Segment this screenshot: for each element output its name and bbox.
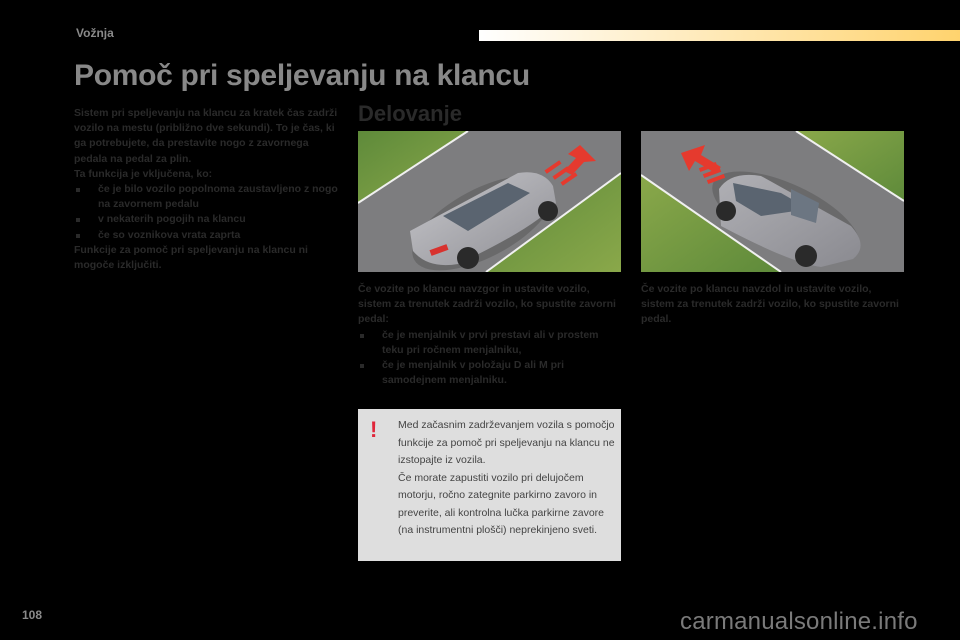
page-number: 108 (22, 608, 43, 622)
intro-note: Funkcije za pomoč pri speljevanju na klancu ni mogoče izključiti. (74, 243, 308, 272)
warning-line: Če morate zapustiti vozilo pri delujočem motorju, ročno zategnite parkirno zavoro in preverite, ali kontrolna lučka parkirne zavore (na instrumentni plošči) neprekinjeno sveti. (398, 471, 605, 536)
intro-paragraph: Sistem pri speljevanju na klancu za kratek čas zadrži vozilo na mestu (približno dve sekundi). To je čas, ki ga potrebujete, da prestavite nogo z zavornega pedala na pedal za plin. (74, 107, 338, 165)
section-label: Vožnja (76, 26, 114, 40)
exclamation-icon: ! (370, 417, 378, 442)
header-accent-bar (479, 30, 960, 41)
intro-column (74, 106, 340, 273)
list-item: če je menjalnik v položaju D ali M pri samodejnem menjalniku. (358, 358, 623, 388)
conditions-list (74, 182, 340, 243)
uphill-text: Če vozite po klancu navzgor in ustavite vozilo, sistem za trenutek zadrži vozilo, ko spustite zavorni pedal: (358, 283, 616, 326)
downhill-illustration (641, 131, 904, 272)
uphill-caption (358, 282, 623, 388)
list-item: če so voznikova vrata zaprta (74, 228, 340, 243)
downhill-caption (641, 282, 906, 328)
list-item: če je menjalnik v prvi prestavi ali v prostem teku pri ročnem menjalniku, (358, 328, 623, 358)
page-title: Pomoč pri speljevanju na klancu (74, 59, 530, 92)
list-item: v nekaterih pogojih na klancu (74, 212, 340, 227)
section-heading-operation: Delovanje (358, 101, 462, 126)
watermark: carmanualsonline.info (680, 608, 918, 635)
warning-text (398, 417, 618, 540)
warning-line: Med začasnim zadrževanjem vozila s pomočjo funkcije za pomoč pri speljevanju na klancu ne izstopajte iz vozila. (398, 419, 615, 466)
uphill-illustration (358, 131, 621, 272)
uphill-conditions-list (358, 328, 623, 389)
warning-box (358, 409, 621, 561)
list-item: če je bilo vozilo popolnoma zaustavljeno z nogo na zavornem pedalu (74, 182, 340, 212)
conditions-lead: Ta funkcija je vključena, ko: (74, 167, 213, 180)
downhill-text: Če vozite po klancu navzdol in ustavite vozilo, sistem za trenutek zadrži vozilo, ko spustite zavorni pedal. (641, 283, 899, 326)
